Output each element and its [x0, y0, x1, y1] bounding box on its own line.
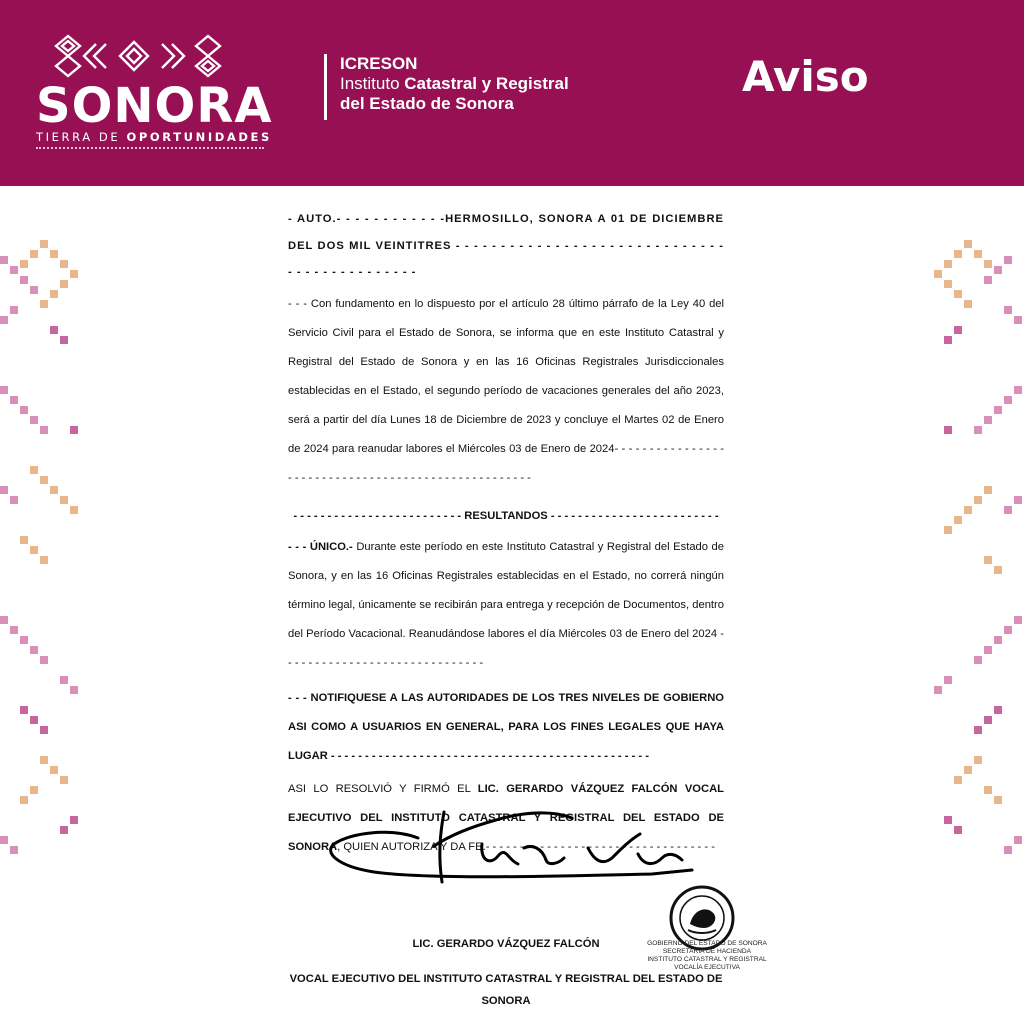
handwritten-signature: [322, 804, 702, 890]
unico-text: Durante este período en este Instituto Catastral y Registral del Estado de Sonora, y en las 16 Oficinas Registrales establecidas en el Estado, no correrá ningún término legal, únicamente se recibirán para entrega y recepción de Documentos, dentro del Período Vacacional. Reanudándose labores el día Miércoles 03 de Enero del 2024 - - - - - - - - - - - - - - - - - - - - - - - - - - - - - -: [288, 541, 724, 669]
notice-document: [288, 206, 724, 862]
paragraph-vacation-period: - - - Con fundamento en lo dispuesto por el artículo 28 último párrafo de la Ley 40 del Servicio Civil para el Estado de Sonora, se informa que en este Instituto Catastral y Registral del Estado de Sonora y en las 16 Oficinas Registrales Jurisdiccionales establecidas en el Estado, el segundo período de vacaciones generales del año 2023, será a partir del día Lunes 18 de Diciembre de 2023 y concluye el Martes 02 de Enero de 2024 para reanudar labores el Miércoles 03 de Enero de 2024- - - - - - - - - - - - - - - - - - - - - - - - - - - - - - - - - - - - - - - - - - - - - - - - - - - -: [288, 297, 724, 484]
signer-name: LIC. GERARDO VÁZQUEZ FALCÓN: [412, 938, 600, 950]
resolution-start: ASI LO RESOLVIÓ Y FIRMÓ EL: [288, 783, 478, 795]
sonora-diamond-pattern-icon: [48, 34, 248, 78]
notice-title: Aviso: [742, 52, 869, 101]
resolution-signer: LIC. GERARDO VÁZQUEZ FALCÓN VOCAL EJECUTIVO DEL INSTITUTO CATASTRAL Y REGISTRAL DEL ESTADO DE SONORA: [288, 783, 725, 853]
resultandos-heading: - - - - - - - - - - - - - - - - - - - - - - - - - RESULTANDOS - - - - - - - - - - - - - - - - - - - - - - - - -: [293, 509, 719, 522]
left-diamond-pixel-pattern-icon: [0, 236, 90, 876]
resolution-end: , QUIEN AUTORIZA Y DA FE.- - - - - - - - - - - - - - - - - - - - - - - - - - - - - - - - - -: [337, 841, 715, 853]
seal-line-3: INSTITUTO CATASTRAL Y REGISTRAL: [647, 956, 767, 963]
institute-line-2-bold: Catastral y Registral: [404, 74, 569, 93]
seal-line-4: VOCALÍA EJECUTIVA: [674, 964, 740, 971]
logo-tagline: [36, 130, 272, 144]
paragraph-unico: [288, 533, 724, 678]
institute-acronym: ICRESON: [340, 54, 418, 73]
institute-line-2: [340, 74, 569, 94]
logo-dotted-rule: [36, 147, 264, 149]
tagline-bold: OPORTUNIDADES: [126, 130, 272, 144]
paragraph-notify: - - - NOTIFIQUESE A LAS AUTORIDADES DE LOS TRES NIVELES DE GOBIERNO ASI COMO A USUARIOS EN GENERAL, PARA LOS FINES LEGALES QUE HAYA LUGAR - - - - - - - - - - - - - - - - - - - - - - - - - - - - - - - - - - - - - - - - - - - - - - -: [288, 692, 724, 762]
seal-line-1: GOBIERNO DEL ESTADO DE SONORA: [647, 940, 767, 947]
seal-line-2: SECRETARÍA DE HACIENDA: [662, 948, 752, 955]
sonora-wordmark: SONORA: [36, 78, 273, 134]
unico-label: - - - ÚNICO.-: [288, 541, 353, 553]
header-banner: [0, 0, 1024, 186]
institute-line-2-light: Instituto: [340, 74, 405, 93]
right-diamond-pixel-pattern-icon: [924, 236, 1024, 876]
auto-heading: - AUTO.- - - - - - - - - - - -HERMOSILLO, SONORA A 01 DE DICIEMBRE DEL DOS MIL VEINTITRES - - - - - - - - - - - - - - - - - - - - - - - - - - - - - - - - - - - - - - - - - - - - -: [288, 213, 724, 278]
header-divider: [324, 54, 327, 120]
tagline-light: TIERRA DE: [36, 130, 127, 144]
institute-line-3: del Estado de Sonora: [340, 94, 514, 113]
institute-name: [340, 54, 569, 114]
signer-title: VOCAL EJECUTIVO DEL INSTITUTO CATASTRAL Y REGISTRAL DEL ESTADO DE SONORA: [289, 973, 723, 1007]
